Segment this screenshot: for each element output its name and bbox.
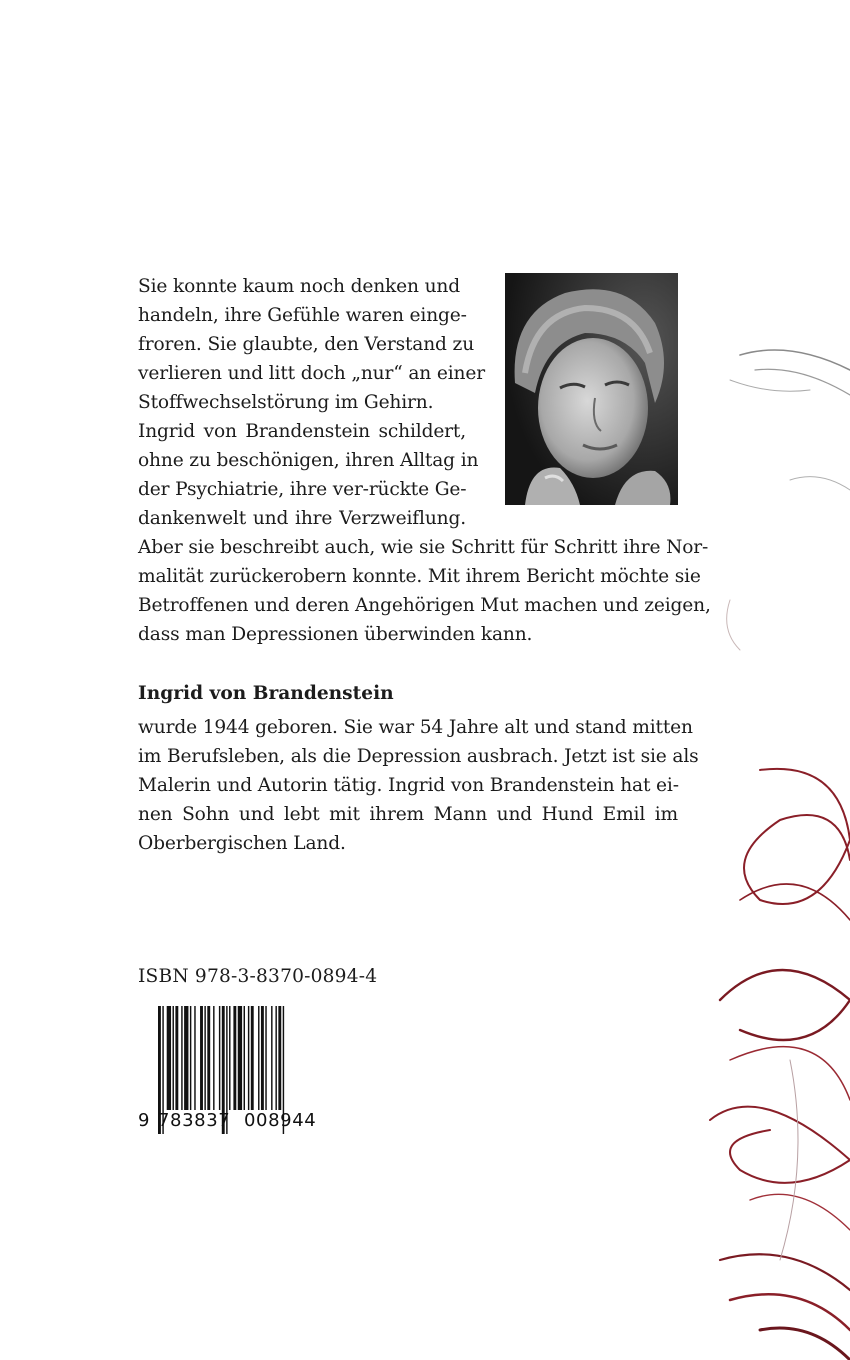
blurb-line: Ingrid von Brandenstein schildert, (138, 421, 466, 442)
barcode-bar (167, 1006, 171, 1110)
barcode-bar (190, 1006, 191, 1110)
author-line: wurde 1944 geboren. Sie war 54 Jahre alt und stand mitten (138, 717, 693, 738)
barcode-bar (194, 1006, 195, 1110)
barcode-bar (173, 1006, 174, 1110)
blurb-line: ohne zu beschönigen, ihren Alltag in (138, 450, 479, 471)
author-line: nen Sohn und lebt mit ihrem Mann und Hund Emil im (138, 804, 678, 825)
barcode-bar (271, 1006, 272, 1110)
barcode-bar (233, 1006, 236, 1110)
barcode-bar (181, 1006, 182, 1110)
barcode-bar (275, 1006, 276, 1110)
blurb-line: dass man Depressionen überwinden kann. (138, 624, 533, 645)
barcode-bar (265, 1006, 266, 1110)
isbn-label: ISBN 978-3-8370-0894-4 (138, 966, 378, 987)
barcode-bar (184, 1006, 188, 1110)
barcode-bar (219, 1006, 220, 1110)
author-photo (505, 273, 678, 505)
blurb-line: handeln, ihre Gefühle waren einge- (138, 305, 467, 326)
barcode-bar (244, 1006, 245, 1110)
author-heading: Ingrid von Brandenstein (138, 683, 394, 704)
barcode-bar (204, 1006, 205, 1110)
blurb-line: malität zurückerobern konnte. Mit ihrem Bericht möchte sie (138, 566, 701, 587)
barcode-bar (200, 1006, 203, 1110)
barcode-bar (261, 1006, 264, 1110)
barcode-digit-first: 9 (138, 1110, 150, 1131)
blurb-line: dankenwelt und ihre Verzweiflung. (138, 508, 466, 529)
barcode-digits-right: 008944 (244, 1110, 317, 1131)
blurb-line: Aber sie beschreibt auch, wie sie Schritt für Schritt ihre Nor- (138, 537, 709, 558)
barcode-bar (258, 1006, 259, 1110)
barcode-bar (175, 1006, 178, 1110)
barcode-bar (213, 1006, 214, 1110)
barcode-bar (251, 1006, 254, 1110)
barcode-bar (207, 1006, 210, 1110)
decorative-scribble-art (700, 300, 850, 1360)
blurb-line: froren. Sie glaubte, den Verstand zu (138, 334, 475, 355)
barcode-bar (229, 1006, 230, 1110)
barcode-digits-left: 783837 (158, 1110, 231, 1131)
blurb-line: Stoffwechselstörung im Gehirn. (138, 392, 434, 413)
blurb-line: Betroffenen und deren Angehörigen Mut machen und zeigen, (138, 595, 711, 616)
barcode-bar (248, 1006, 249, 1110)
author-line: Oberbergischen Land. (138, 833, 346, 854)
blurb-line: der Psychiatrie, ihre ver-rückte Ge- (138, 479, 467, 500)
barcode-bar (238, 1006, 242, 1110)
blurb-line: verlieren und litt doch „nur“ an einer (138, 363, 485, 384)
author-line: Malerin und Autorin tätig. Ingrid von Brandenstein hat ei- (138, 775, 679, 796)
author-line: im Berufsleben, als die Depression ausbrach. Jetzt ist sie als (138, 746, 699, 767)
blurb-line: Sie konnte kaum noch denken und (138, 276, 460, 297)
barcode-bar (278, 1006, 281, 1110)
